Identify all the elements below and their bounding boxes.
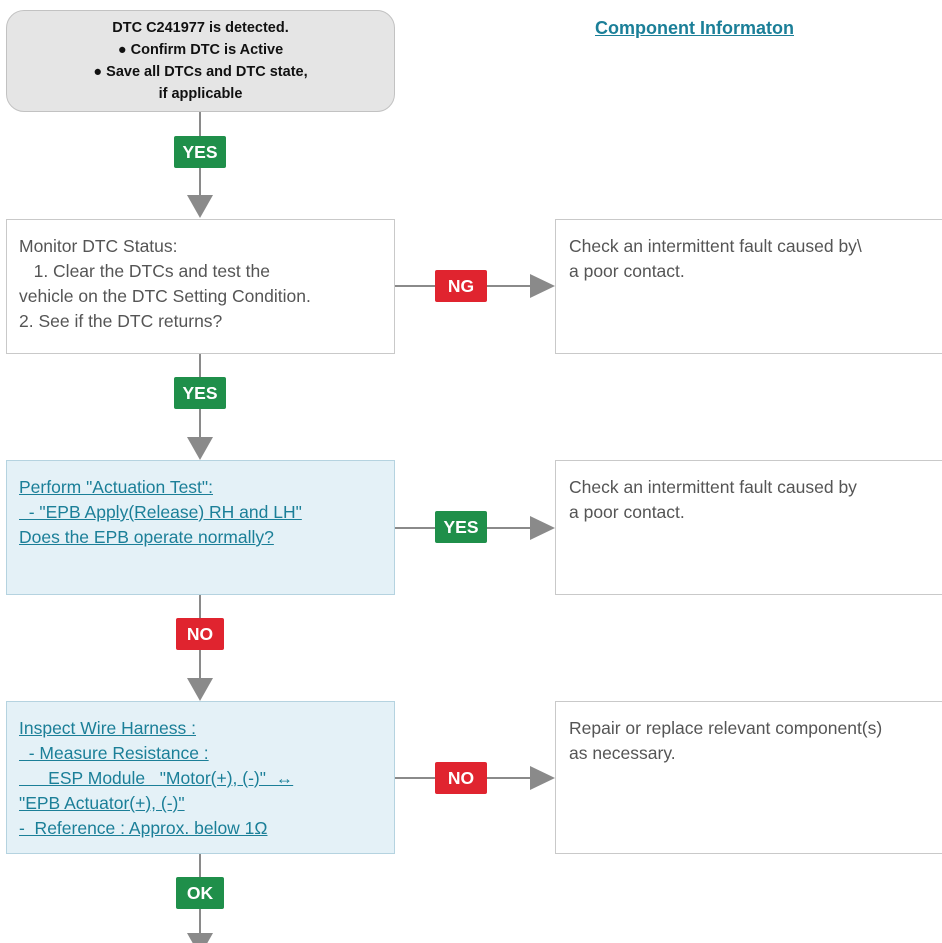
repair-replace-result-box	[555, 701, 942, 854]
yes-badge: YES	[435, 511, 487, 543]
arrow-down-icon	[187, 678, 213, 701]
start-line-2: ● Confirm DTC is Active	[117, 42, 284, 58]
inspect-wire-harness-link[interactable]: Inspect Wire Harness :	[19, 718, 196, 738]
actuation-test-box	[6, 460, 395, 595]
intermittent-fault-result-box-2	[555, 460, 942, 595]
ok-badge: OK	[176, 877, 224, 909]
arrow-down-icon	[187, 437, 213, 460]
step-1-line-3: vehicle on the DTC Setting Condition.	[19, 286, 311, 306]
result-3-line-1: Repair or replace relevant component(s)	[569, 718, 883, 738]
measure-resistance-link[interactable]: - Measure Resistance :	[19, 743, 209, 763]
start-line-1: DTC C241977 is detected.	[112, 20, 289, 36]
result-1-line-1: Check an intermittent fault caused by\	[569, 236, 862, 256]
dtc-detected-start-box	[6, 10, 395, 112]
yes-badge: YES	[174, 136, 226, 168]
yes-badge: YES	[174, 377, 226, 409]
step-1-line-4: 2. See if the DTC returns?	[19, 311, 223, 331]
component-information-link[interactable]: Component Informaton	[595, 18, 794, 38]
result-3-line-2: as necessary.	[569, 743, 676, 763]
arrow-right-icon	[530, 274, 555, 298]
start-line-3: ● Save all DTCs and DTC state,	[93, 64, 308, 80]
monitor-dtc-status-box	[6, 219, 395, 354]
epb-actuator-link[interactable]: "EPB Actuator(+), (-)"	[19, 793, 185, 813]
ng-badge: NG	[435, 270, 487, 302]
inspect-wire-harness-box	[6, 701, 395, 854]
arrow-right-icon	[530, 766, 555, 790]
arrow-right-icon	[530, 516, 555, 540]
arrow-down-icon	[187, 933, 213, 943]
epb-operate-question-link[interactable]: Does the EPB operate normally?	[19, 527, 274, 547]
no-badge: NO	[176, 618, 224, 650]
no-badge: NO	[435, 762, 487, 794]
esp-module-motor-link[interactable]: ESP Module "Motor(+), (-)" ↔	[19, 768, 294, 788]
actuation-test-link[interactable]: Perform "Actuation Test":	[19, 477, 213, 497]
intermittent-fault-result-box-1	[555, 219, 942, 354]
epb-apply-release-link[interactable]: - "EPB Apply(Release) RH and LH"	[19, 502, 302, 522]
step-1-line-2: 1. Clear the DTCs and test the	[19, 261, 270, 281]
reference-resistance-link[interactable]: - Reference : Approx. below 1Ω	[19, 818, 268, 838]
start-line-4: if applicable	[158, 86, 243, 102]
result-1-line-2: a poor contact.	[569, 261, 685, 281]
step-1-line-1: Monitor DTC Status:	[19, 236, 178, 256]
arrow-down-icon	[187, 195, 213, 218]
result-2-line-1: Check an intermittent fault caused by	[569, 477, 857, 497]
result-2-line-2: a poor contact.	[569, 502, 685, 522]
